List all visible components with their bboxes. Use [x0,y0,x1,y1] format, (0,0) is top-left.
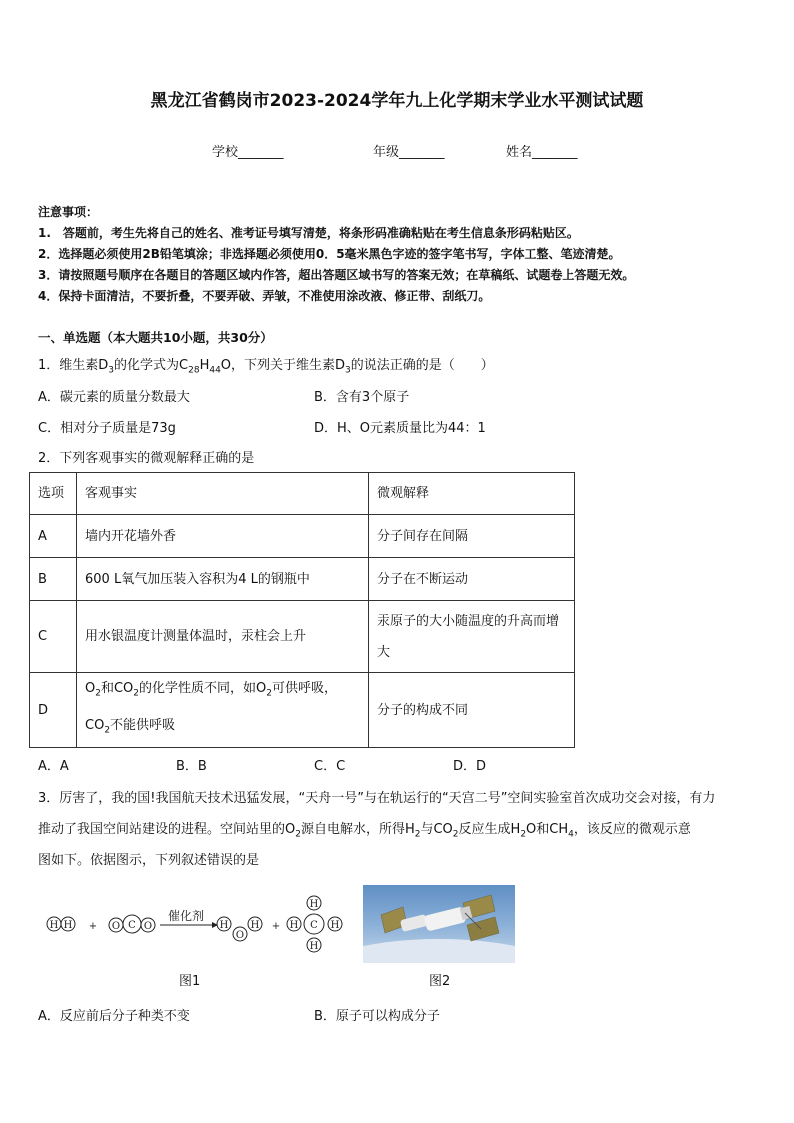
table-cell: D [30,673,77,748]
atom-label: O [235,930,245,941]
name-field[interactable]: 姓名_______ [506,145,578,160]
table-header-cell: 选项 [30,473,77,515]
note-item: 4．保持卡面清洁，不要折叠，不要弄破、弄皱，不准使用涂改液、修正带、刮纸刀。 [38,289,491,303]
reaction-diagram [40,893,350,955]
q2-answer-d[interactable]: D．D [453,759,487,774]
atom-label: H [309,941,319,952]
q1-option-c[interactable]: C．相对分子质量是73g [38,421,176,436]
atom-label: H [330,920,340,931]
q2-answer-c[interactable]: C．C [314,759,346,774]
table-cell: 汞原子的大小随温度的升高而增大 [369,601,575,673]
question-3-line-1: 3．厉害了，我的国!我国航天技术迅猛发展，“天舟一号”与在轨运行的“天宫二号”空间实验室首次成功交会对接，有力 [38,791,716,806]
q3-option-a[interactable]: A．反应前后分子种类不变 [38,1009,190,1024]
table-row [30,601,575,673]
table-header-cell: 客观事实 [77,473,369,515]
note-item: 1. 答题前，考生先将自己的姓名、准考证号填写清楚，将条形码准确粘贴在考生信息条形码粘贴区。 [38,226,579,240]
notes-heading: 注意事项： [38,205,99,219]
exam-title: 黑龙江省鹤岗市2023-2024学年九上化学期末学业水平测试试题 [150,91,644,111]
table-row [30,673,575,748]
atom-label: C [128,920,136,931]
table-cell: 分子的构成不同 [369,673,575,748]
atom-label: H [289,920,299,931]
note-item: 3．请按照题号顺序在各题目的答题区域内作答，超出答题区域书写的答案无效；在草稿纸、试题卷上答题无效。 [38,268,635,282]
space-station-image [363,885,515,963]
table-cell: 墙内开花墙外香 [77,515,369,558]
atom-label: O [143,921,153,932]
table-cell: 分子在不断运动 [369,558,575,601]
atom-label: H [219,920,229,931]
table-cell: 分子间存在间隔 [369,515,575,558]
figure-2-caption: 图2 [429,974,451,989]
atom-label: H [309,899,319,910]
atom-label: H [63,920,73,931]
table-cell: C [30,601,77,673]
table-cell: $O_2$和$CO_2$的化学性质不同，如$O_2$可供呼吸， $CO_2$不能供呼吸 [77,673,369,748]
plus-sign: + [88,921,98,932]
table-cell: 用水银温度计测量体温时，汞柱会上升 [77,601,369,673]
question-3-line-2: 推动了我国空间站建设的进程。空间站里的$O_2$源自电解水，所得$H_2$与$CO_2$反应生成$H_2O$和$CH_4$，该反应的微观示意 [38,822,691,840]
section-heading: 一、单选题（本大题共10小题，共30分） [38,330,273,345]
catalyst-label: 催化剂 [167,909,205,923]
table-header-cell: 微观解释 [369,473,575,515]
question-3-line-3: 图如下。依据图示，下列叙述错误的是 [38,853,260,868]
atom-label: C [310,920,318,931]
table-row [30,515,575,558]
grade-field[interactable]: 年级_______ [373,145,445,160]
table-cell: 600 L氧气加压装入容积为4 L的钢瓶中 [77,558,369,601]
q2-answer-b[interactable]: B．B [176,759,207,774]
atom-label: H [250,920,260,931]
atom-label: H [49,920,59,931]
q2-table [29,472,575,748]
q3-option-b[interactable]: B．原子可以构成分子 [314,1009,440,1024]
table-cell: B [30,558,77,601]
q1-option-b[interactable]: B．含有3个原子 [314,390,410,405]
table-header-row [30,473,575,515]
plus-sign: + [271,921,281,932]
figure-1-caption: 图1 [179,974,201,989]
table-row [30,558,575,601]
table-cell: A [30,515,77,558]
q1-option-d[interactable]: D．H、O元素质量比为44：1 [314,421,486,436]
question-2-stem: 2．下列客观事实的微观解释正确的是 [38,451,255,466]
question-1-stem: 1．维生素$D_3$的化学式为$C_{28}H_{44}O$，下列关于维生素$D_3$的说法正确的是（ ） [38,358,494,376]
q1-option-a[interactable]: A．碳元素的质量分数最大 [38,390,190,405]
atom-label: O [111,921,121,932]
note-item: 2．选择题必须使用2B铅笔填涂；非选择题必须使用0．5毫米黑色字迹的签字笔书写，字体工整、笔迹清楚。 [38,247,621,261]
school-field[interactable]: 学校_______ [212,145,284,160]
q2-answer-a[interactable]: A．A [38,759,69,774]
